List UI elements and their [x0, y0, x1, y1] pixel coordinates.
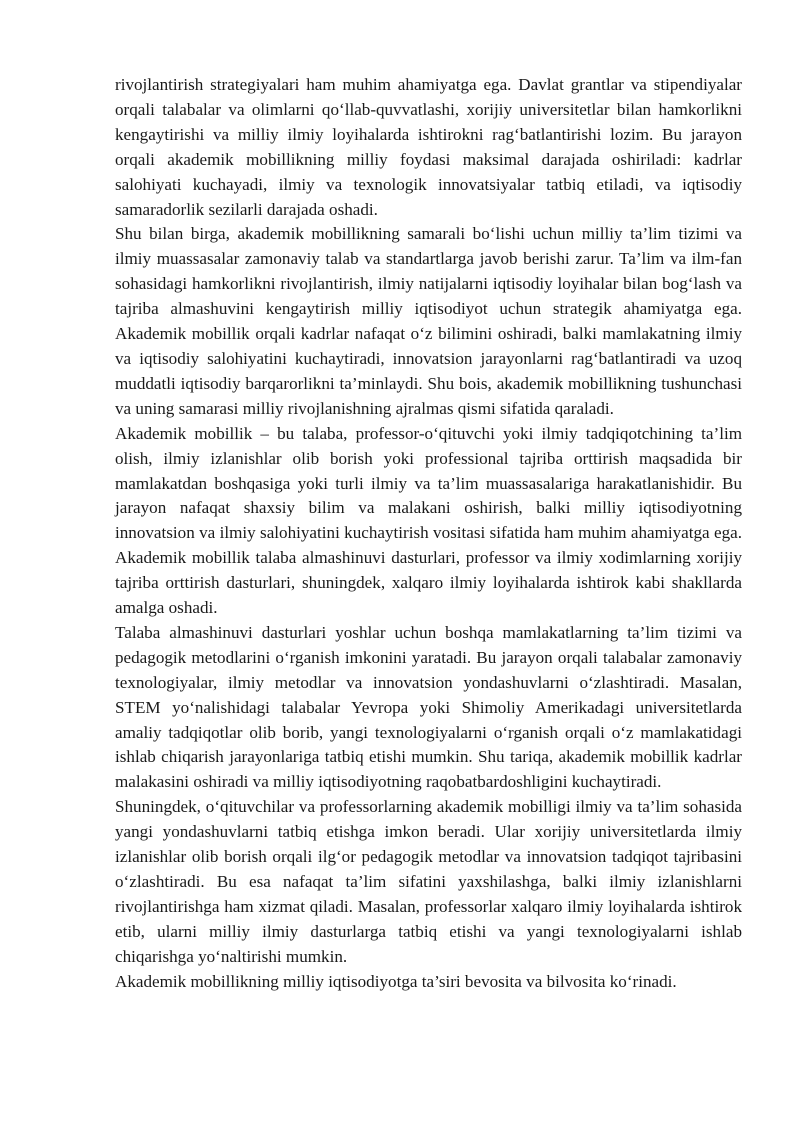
paragraph-teacher-mobility: Shuningdek, o‘qituvchilar va professorlarning akademik mobilligi ilmiy va ta’lim sohasida yangi yondashuvlarni tatbiq etishga imkon beradi. Ular xorijiy universitetlarda ilmiy izlanishlar olib borish orqali ilg‘or pedagogik metodlar va innovatsion tadqiqot tajribasini o‘zlashtiradi. Bu esa nafaqat ta’lim sifatini yaxshilashga, balki ilmiy izlanishlarni rivojlantirishga ham xizmat qiladi. Masalan, professorlar xalqaro ilmiy loyihalarda ishtirok etib, ularni milliy ilmiy dasturlarga tatbiq etishi va yangi texnologiyalarni ishlab chiqarishga yo‘naltirishi mumkin. [115, 797, 742, 966]
paragraph-education-system: Shu bilan birga, akademik mobillikning samarali bo‘lishi uchun milliy ta’lim tizimi va ilmiy muassasalar zamonaviy talab va standartlarga javob berishi zarur. Ta’lim va ilm-fan sohasidagi hamkorlikni rivojlantirish, ilmiy natijalarni iqtisodiy loyihalar bilan bog‘lash va tajriba almashuvini kengaytirish milliy iqtisodiyot uchun strategik ahamiyatga ega. Akademik mobillik orqali kadrlar nafaqat o‘z bilimini oshiradi, balki mamlakatning ilmiy va iqtisodiy salohiyatini kuchaytiradi, innovatsion jarayonlarni rag‘batlantiradi va uzoq muddatli iqtisodiy barqarorlikni ta’minlaydi. Shu bois, akademik mobillikning tushunchasi va uning samarasi milliy rivojlanishning ajralmas qismi sifatida qaraladi. [115, 224, 742, 418]
paragraph-economic-impact: Akademik mobillikning milliy iqtisodiyotga ta’siri bevosita va bilvosita ko‘rinadi. [115, 971, 677, 991]
paragraph-student-exchange: Talaba almashinuvi dasturlari yoshlar uchun boshqa mamlakatlarning ta’lim tizimi va pedagogik metodlarini o‘rganish imkonini yaratadi. Bu jarayon orqali talabalar zamonaviy texnologiyalar, ilmiy metodlar va innovatsion yondashuvlarni o‘zlashtiradi. Masalan, STEM yo‘nalishidagi talabalar Yevropa yoki Shimoliy Amerikadagi universitetlarda amaliy tadqiqotlar olib borib, yangi texnologiyalarni o‘rganish orqali o‘z mamlakatidagi ishlab chiqarish jarayonlariga tatbiq etishi mumkin. Shu tariqa, akademik mobillik kadrlar malakasini oshiradi va milliy iqtisodiyotning raqobatbardoshligini kuchaytiradi. [115, 622, 742, 792]
document-page [115, 73, 742, 995]
paragraph-mobility-definition: Akademik mobillik – bu talaba, professor-o‘qituvchi yoki ilmiy tadqiqotchining ta’lim olish, ilmiy izlanishlar olib borish yoki professional tajriba orttirish maqsadida bir mamlakatdan boshqasiga yoki turli ilmiy va ta’lim muassasalariga harakatlanishidir. Bu jarayon nafaqat shaxsiy bilim va malakani oshirish, balki milliy iqtisodiyotning innovatsion va ilmiy salohiyatini kuchaytirish vositasi sifatida ham muhim ahamiyatga ega. Akademik mobillik talaba almashinuvi dasturlari, professor va ilmiy xodimlarning xorijiy tajriba orttirish dasturlari, shuningdek, xalqaro ilmiy loyihalarda ishtirok kabi shakllarda amalga oshadi. [115, 423, 742, 618]
paragraph-strategy-continuation: rivojlantirish strategiyalari ham muhim ahamiyatga ega. Davlat grantlar va stipendiyalar orqali talabalar va olimlarni qo‘llab-quvvatlashi, xorijiy universitetlar bilan hamkorlikni kengaytirishi va milliy ilmiy loyihalarda ishtirokni rag‘batlantirishi lozim. Bu jarayon orqali akademik mobillikning milliy foydasi maksimal darajada oshiriladi: kadrlar salohiyati kuchayadi, ilmiy va texnologik innovatsiyalar tatbiq etiladi, va iqtisodiy samaradorlik sezilarli darajada oshadi. [115, 75, 742, 219]
